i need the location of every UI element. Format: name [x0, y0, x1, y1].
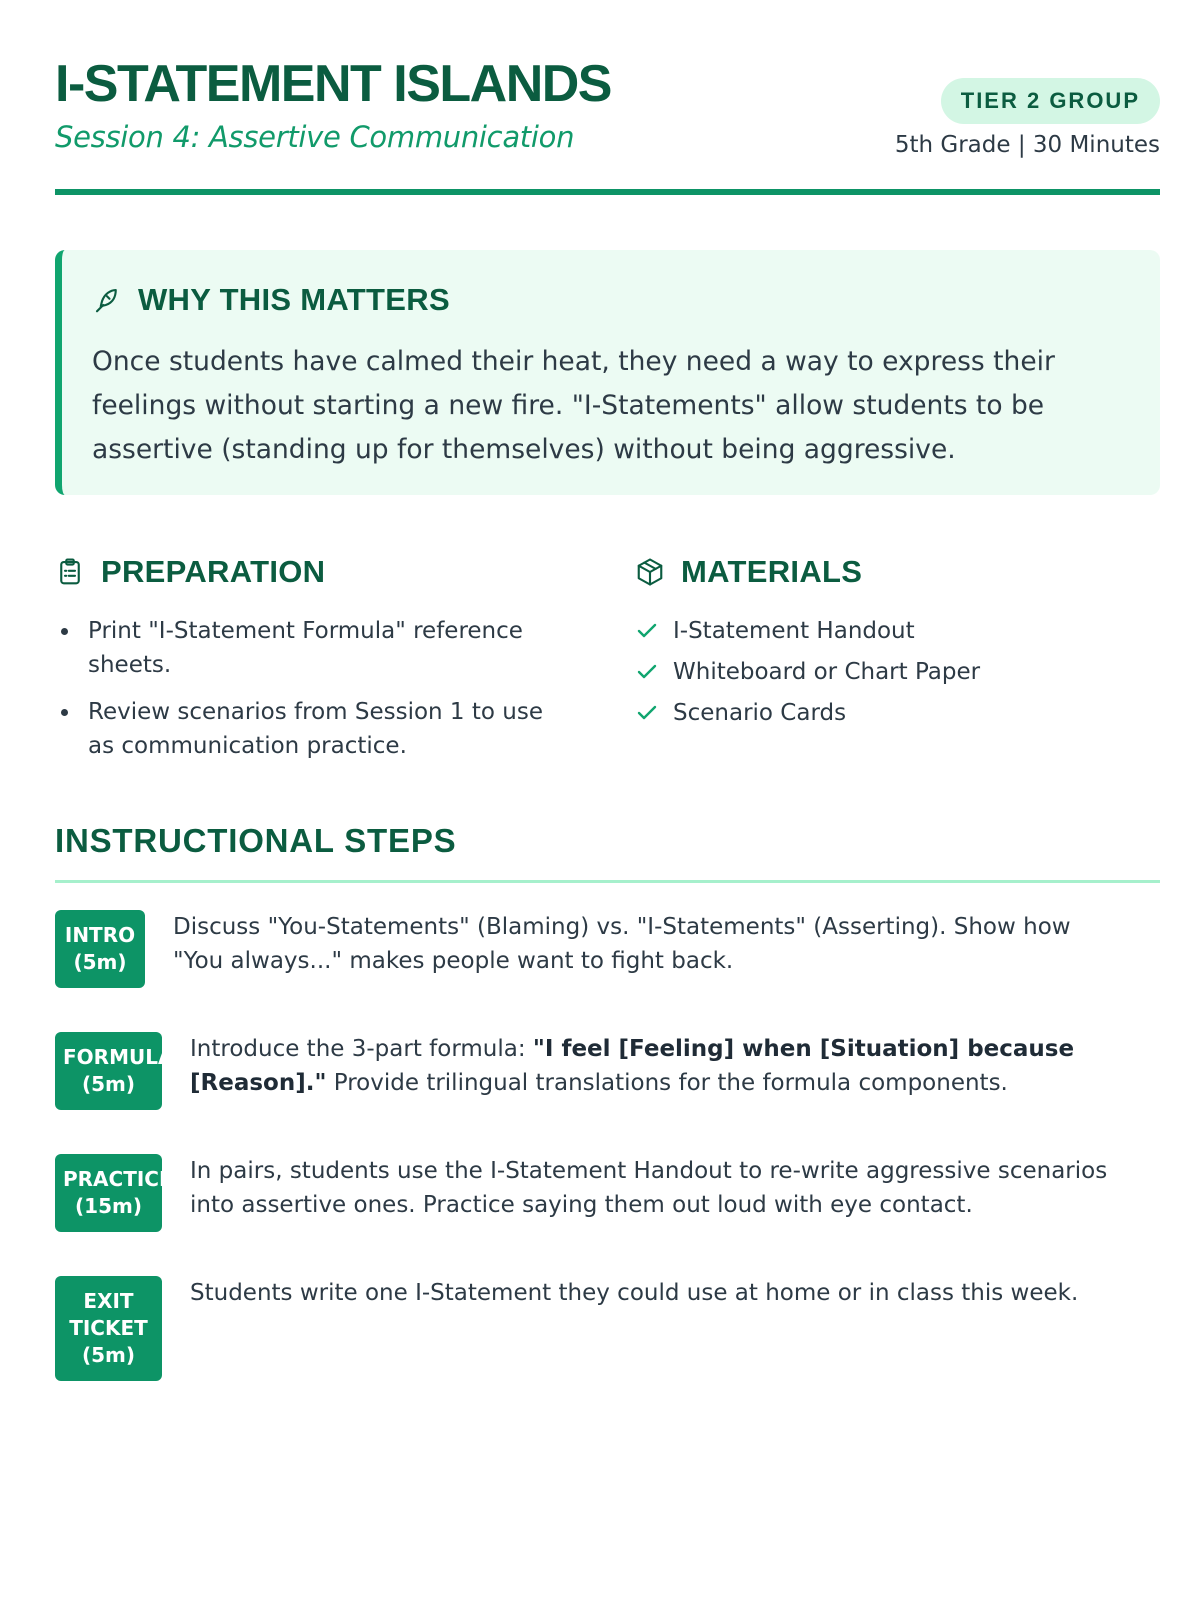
header: [55, 50, 1160, 195]
step-text: Students write one I-Statement they could use at home or in class this week.: [190, 1280, 1079, 1306]
clipboard-icon: [55, 557, 85, 587]
materials-item-label: Whiteboard or Chart Paper: [673, 659, 981, 685]
step-practice: [55, 1154, 1130, 1232]
step-badge-label: PRACTICE: [63, 1167, 173, 1191]
step-badge-label: FORMULA: [63, 1045, 174, 1069]
materials-list: [635, 614, 1160, 730]
materials-heading: MATERIALS: [681, 554, 863, 589]
formula-text: "I feel [Feeling] when [Situation] because [Reason].": [190, 1036, 1075, 1096]
check-icon: [635, 619, 659, 643]
preparation-item: Print "I-Statement Formula" reference sheets.: [55, 614, 575, 682]
page-title: I-STATEMENT ISLANDS: [55, 55, 611, 113]
step-badge: [55, 910, 145, 988]
materials-item-label: Scenario Cards: [673, 700, 847, 726]
step-badge: [55, 1032, 174, 1110]
why-this-matters-callout: [55, 250, 1160, 495]
materials-section: [635, 550, 1160, 737]
tier-badge: TIER 2 GROUP: [941, 78, 1160, 124]
steps-heading: INSTRUCTIONAL STEPS: [55, 822, 457, 859]
lesson-plan-page: [55, 0, 1160, 1600]
page-subtitle: Session 4: Assertive Communication: [55, 120, 575, 154]
preparation-item: Review scenarios from Session 1 to use as communication practice.: [55, 695, 575, 763]
preparation-list: [55, 614, 575, 763]
box-icon: [635, 557, 665, 587]
step-text-outro: Provide trilingual translations for the formula components.: [326, 1070, 1008, 1096]
check-icon: [635, 701, 659, 725]
check-icon: [635, 660, 659, 684]
step-badge: [55, 1154, 173, 1232]
step-badge-time: (5m): [73, 950, 127, 974]
preparation-heading: PREPARATION: [101, 554, 326, 589]
step-text: In pairs, students use the I-Statement Handout to re-write aggressive scenarios into assertive ones. Practice saying them out loud with eye contact.: [190, 1158, 1108, 1218]
materials-item: [635, 614, 1160, 648]
materials-item: [635, 655, 1160, 689]
step-text: [190, 1032, 1130, 1110]
materials-heading-row: [635, 550, 1160, 594]
step-badge: [55, 1276, 162, 1381]
step-badge-time: (5m): [81, 1343, 136, 1367]
quill-pen-icon: [92, 285, 122, 315]
step-text: Discuss "You-Statements" (Blaming) vs. "I-Statements" (Asserting). Show how "You always..." makes people want to fight back.: [173, 914, 1071, 974]
step-text-intro: Introduce the 3-part formula:: [190, 1036, 533, 1062]
why-heading: WHY THIS MATTERS: [138, 282, 450, 317]
preparation-section: [55, 550, 575, 776]
step-intro: [55, 910, 1113, 988]
step-formula: [55, 1032, 1130, 1110]
materials-item-label: I-Statement Handout: [673, 618, 915, 644]
grade-duration: 5th Grade | 30 Minutes: [894, 132, 1160, 158]
step-badge-label: INTRO: [64, 923, 136, 947]
step-exit-ticket: [55, 1276, 1130, 1381]
step-badge-time: (15m): [75, 1194, 142, 1218]
why-text: Once students have calmed their heat, they need a way to express their feelings without starting a new fire. "I-Statements" allow students to be assertive (standing up for themselves) without being aggressive.: [92, 346, 1055, 465]
why-heading-row: [92, 280, 450, 320]
step-badge-label: TICKET: [69, 1316, 148, 1340]
step-badge-time: (5m): [81, 1072, 136, 1096]
materials-item: [635, 696, 1160, 730]
preparation-heading-row: [55, 550, 575, 594]
step-badge-label: EXIT: [83, 1289, 134, 1313]
steps-divider: [55, 880, 1160, 883]
